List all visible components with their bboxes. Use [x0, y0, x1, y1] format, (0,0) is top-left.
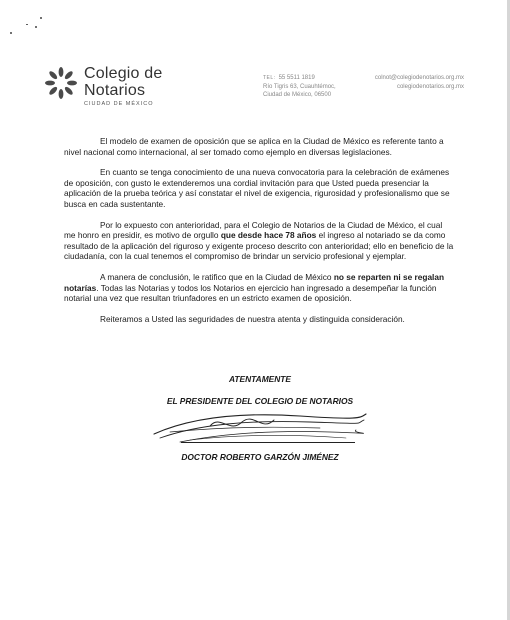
paragraph-4-start: A manera de conclusión, le ratifico que en la Ciudad de México — [100, 271, 334, 282]
address-line-2: Ciudad de México, 06500 — [263, 92, 332, 98]
paragraph-4-emphasis: no se reparten ni se regalan notarías — [64, 271, 445, 293]
signer-name: DOCTOR ROBERTO GARZÓN JIMÉNEZ — [181, 452, 339, 462]
paragraph-3 — [64, 220, 456, 262]
paragraph-3-end: el ingreso al notariado se da como resultado de la aplicación del riguroso y exigente proceso descrito con anterioridad; ello en beneficio de la ciudadanía, con la cual tenemos el compromiso de brindar un servicio profesional y ejemplar. — [64, 230, 454, 262]
logo-pinwheel-icon — [44, 66, 78, 100]
logo-wordmark — [84, 66, 224, 107]
phone-label: TEL: — [263, 75, 276, 81]
paragraph-4 — [64, 272, 456, 304]
address-line-1: Río Tigris 63, Cuauhtémoc, — [263, 83, 336, 90]
letter-body — [64, 136, 456, 334]
paragraph-5: Reiteramos a Usted las seguridades de nuestra atenta y distinguida consideración. — [100, 313, 405, 324]
paragraph-1: El modelo de examen de oposición que se aplica en la Ciudad de México es referente tanto a nivel nacional como internacional, al ser tomado como ejemplo en diversas legislaciones. — [64, 136, 444, 157]
logo-line-1: Colegio de — [84, 65, 163, 82]
logo-line-2: Notarios — [84, 82, 146, 99]
phone-line — [263, 74, 336, 83]
email-link[interactable]: colnot@colegiodenotarios.org.mx — [374, 75, 464, 81]
signer-title: EL PRESIDENTE DEL COLEGIO DE NOTARIOS — [166, 396, 354, 406]
paragraph-3-emphasis: que desde hace 78 años — [220, 230, 317, 241]
website-link[interactable]: colegiodenotarios.org.mx — [396, 83, 464, 90]
paragraph-3-start: Por lo expuesto con anterioridad, para el Colegio de Notarios de la Ciudad de México, el cual me honro en presidir, es motivo de orgullo — [64, 219, 443, 241]
handwritten-signature — [150, 404, 370, 452]
salutation: ATENTAMENTE — [228, 374, 292, 384]
paragraph-2: En cuanto se tenga conocimiento de una nueva convocatoria para la celebración de exámenes de oposición, con gusto le extenderemos una cordial invitación para que Usted pueda presenciar la aplicación de la prueba teórica y así constatar el nivel de exigencia, rigurosidad y profesionalismo que se busca en cada sustentante. — [64, 167, 450, 209]
contact-address-block — [263, 74, 336, 100]
signature-line — [181, 442, 355, 443]
contact-web-block — [375, 74, 464, 91]
phone-number: 55 5511 1819 — [278, 75, 315, 81]
closing-block — [100, 374, 420, 406]
paragraph-4-end: . Todas las Notarias y todos los Notarios en ejercicio han ingresado a desempeñar la función notarial una vez que resultan triunfadores en un estricto examen de oposición. — [64, 282, 437, 304]
logo-subtitle: CIUDAD DE MÉXICO — [84, 101, 154, 107]
